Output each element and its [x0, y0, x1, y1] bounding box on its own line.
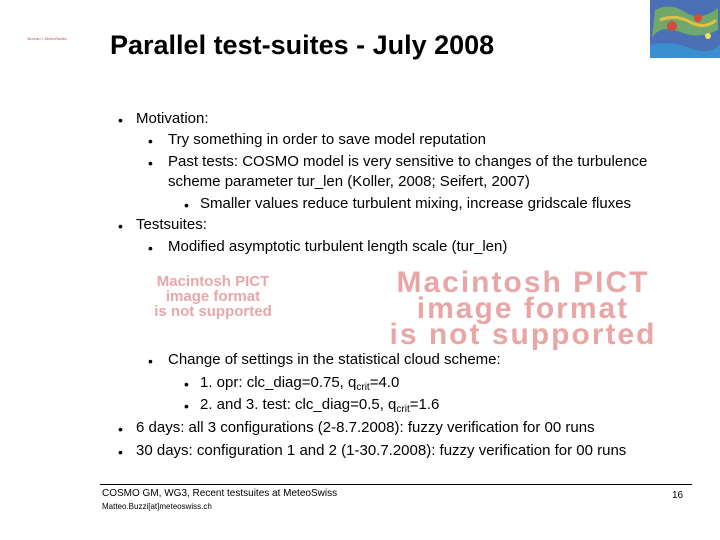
bullet-dot: •	[148, 155, 153, 171]
bullet-six-days: 6 days: all 3 configurations (2-8.7.2008): fuzzy verification for 00 runs	[136, 419, 595, 436]
weather-map-image	[650, 0, 720, 58]
bullet-motivation: Motivation:	[136, 110, 209, 127]
slide-title: Parallel test-suites - July 2008	[110, 30, 495, 60]
unsupported-image-placeholder-large	[343, 266, 703, 351]
bullet-dot: •	[148, 353, 153, 369]
bullet-thirty-days: 30 days: configuration 1 and 2 (1-30.7.2008): fuzzy verification for 00 runs	[136, 442, 627, 459]
pict-line: image format	[416, 292, 630, 325]
pict-line: is not supported	[389, 318, 657, 351]
bullet-try: Try something in order to save model reputation	[168, 131, 486, 148]
bullet-dot: •	[118, 421, 123, 437]
bullet-testsuites: Testsuites:	[136, 216, 207, 233]
logo: Bureau f. MeteoSwiss	[27, 36, 67, 41]
footer-divider	[100, 484, 692, 485]
pict-line: is not supported	[154, 303, 272, 320]
bullet-dot: •	[118, 218, 123, 234]
pict-line: image format	[165, 288, 261, 305]
bullet-dot: •	[118, 112, 123, 128]
bullet-past-tests-line2: scheme parameter tur_len (Koller, 2008; Seifert, 2007)	[168, 173, 530, 190]
bullet-opr-config: 1. opr: clc_diag=0.75, $q_{crit}=4.0$	[200, 374, 400, 393]
bullet-change-settings: Change of settings in the statistical cloud scheme:	[168, 351, 501, 368]
bullet-dot: •	[184, 376, 189, 392]
bullet-dot: •	[148, 133, 153, 149]
footer-line2: Matteo.Buzzi[at]meteoswiss.ch	[102, 502, 212, 511]
bullet-past-tests-line1: Past tests: COSMO model is very sensitive to changes of the turbulence	[168, 153, 648, 170]
unsupported-image-placeholder-small	[137, 274, 289, 319]
pict-line: Macintosh PICT	[396, 266, 650, 299]
pict-line: Macintosh PICT	[156, 273, 270, 290]
bullet-test-config: 2. and 3. test: clc_diag=0.5, $q_{crit}=1.6$	[200, 396, 440, 415]
bullet-dot: •	[148, 240, 153, 256]
bullet-dot: •	[184, 197, 189, 213]
bullet-dot: •	[118, 444, 123, 460]
bullet-modified: Modified asymptotic turbulent length scale (tur_len)	[168, 238, 508, 254]
bullet-dot: •	[184, 398, 189, 414]
bullet-smaller: Smaller values reduce turbulent mixing, increase gridscale fluxes	[200, 195, 632, 212]
footer-line1: COSMO GM, WG3, Recent testsuites at MeteoSwiss	[102, 488, 338, 499]
page-number: 16	[672, 490, 684, 501]
